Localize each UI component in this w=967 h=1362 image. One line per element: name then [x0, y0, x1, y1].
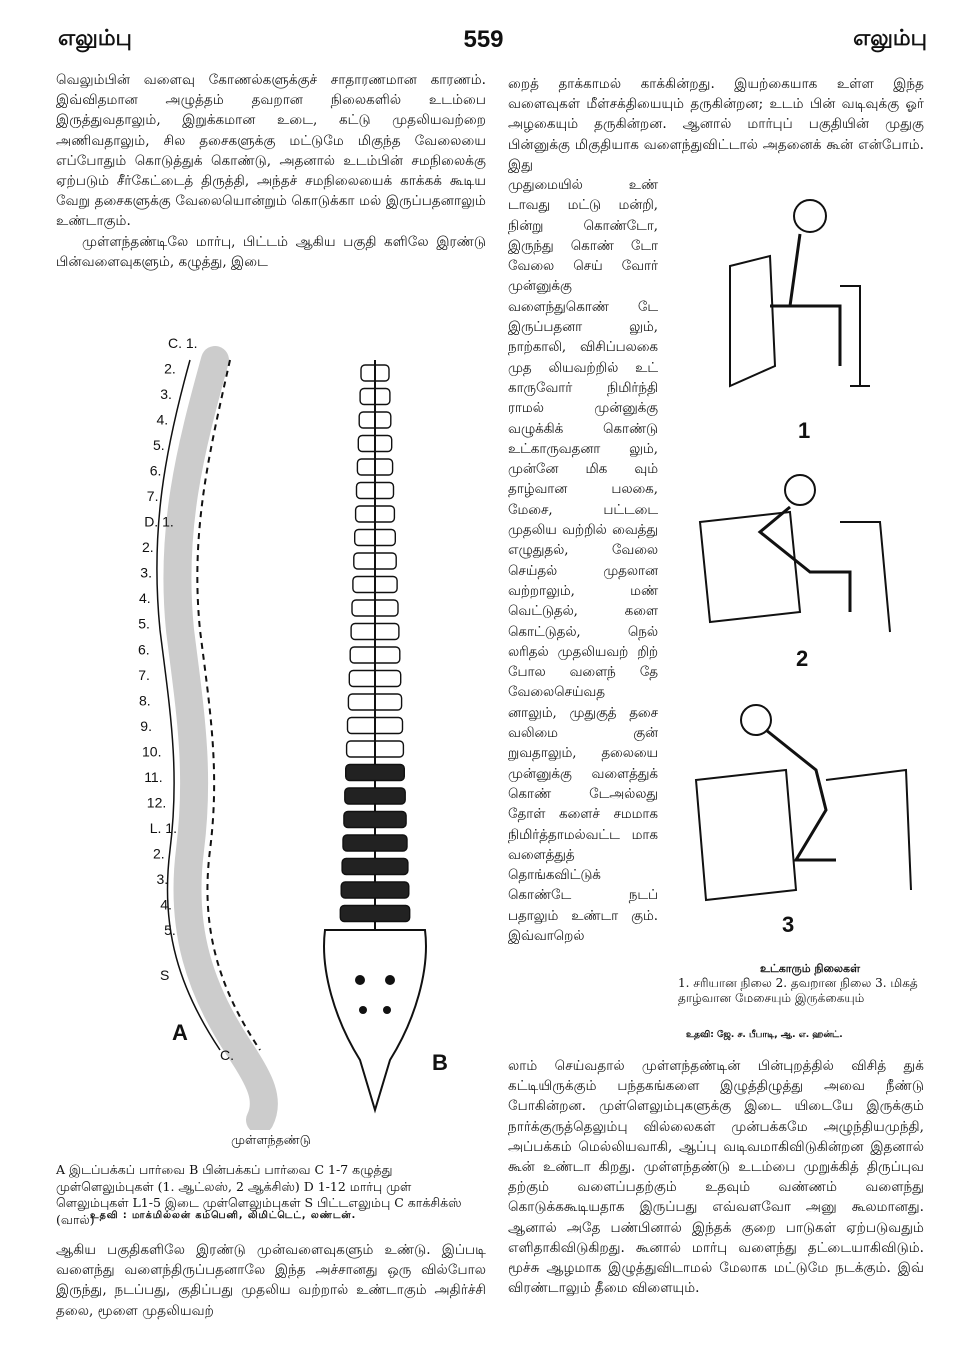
posture-illustration-2: [680, 462, 920, 674]
vertebra-label: D. 1.: [144, 513, 174, 530]
vertebra-label: 4.: [160, 896, 172, 913]
view-a-label: A: [172, 1020, 188, 1045]
paragraph: றைத் தாக்காமல் காக்கின்றது. இயற்கையாக உள்ள இந்த வளைவுகள் மீள்சக்தியையும் தருகின்றன; உடம் பின் வடிவுக்கு ஓர் அழகையும் தருகின்றன. ஆனால் மார்புப் பகுதியின் முதுகு பின்னுக்கு மிகுதியாக வளைந்துவிட்டால் அதனைக் கூன் என்போம். இது: [508, 76, 924, 173]
posture-number-3: 3: [782, 912, 795, 937]
vertebra-label: 2.: [164, 360, 176, 377]
vertebra-label: 4.: [139, 590, 151, 607]
left-column-bottom: [56, 1240, 486, 1321]
vertebra-label: 7.: [146, 488, 159, 505]
posture-illustration-3: [676, 690, 926, 940]
middle-column-top: [508, 74, 924, 175]
page-number: 559: [463, 26, 504, 53]
vertebra-label: 2.: [153, 845, 165, 862]
vertebra-label: 5.: [138, 615, 150, 632]
vertebra-label: 3.: [156, 870, 169, 887]
vertebra-label: 3.: [140, 564, 152, 581]
vertebra-label: 12.: [146, 794, 167, 811]
running-head-right: எலும்பு: [853, 26, 927, 51]
vertebra: [343, 835, 407, 851]
posture-number-1: 1: [798, 418, 811, 443]
narrow-column: [508, 176, 658, 947]
spine-figure-caption: A இடப்பக்கப் பார்வை B பின்பக்கப் பார்வை C 1-7 கழுத்து முள்ளெலும்புகள் (1. ஆட்லஸ், 2 ஆக்சிஸ்) D 1-12 மார்பு முள் ளெலும்புகள் L1-5 இடை முள்ளெலும்புகள் S பிட்டஎலும்பு C காக்சிக்ஸ் (வால்): [56, 1162, 462, 1227]
spine-back-view: [324, 360, 426, 1110]
sacrum-label: S: [160, 967, 170, 983]
vertebra-label: 6.: [149, 462, 162, 479]
vertebra: [340, 906, 409, 922]
running-head-left: எலும்பு: [58, 26, 132, 51]
paragraph: ஆகிய பகுதிகளிலே இரண்டு முன்வளைவுகளும் உண்டு. இப்படி வளைந்து வளைந்திருப்பதனாலே இந்த அச்சானது ஒரு வில்போல இருந்து, நடப்பது, குதிப்பது முதலிய வற்றால் உண்டாகும் அதிர்ச்சி தலை, மூளை முதலியவற்: [56, 1242, 486, 1319]
vertebra: [344, 812, 406, 828]
posture-figure-credit: உதவி: ஜே. ச. பீபாடி, ஆ. எ. ஹன்ட்.: [686, 1030, 843, 1040]
vertebra-label: 5.: [164, 922, 176, 938]
spine-illustration: [120, 330, 500, 1130]
paragraph: லாம் செய்வதால் முள்ளந்தண்டின் பின்புறத்தில் விசித் துக் கட்டியிருக்கும் பந்தகங்களை இழுத்திழுத்து அவை நீண்டு போகின்றன. முள்ளெலும்புகளுக்கு இடை யிடையே இருக்கும் நார்க்குருத்தெலும்பு வில்லைகள் முன்பக்கமே அழுந்தியமுந்தி, அப்பக்கம் மெல்லியவாகி, ஆப்பு வடிவமாகிவிடுகின்றன இதனால் கூன் உண்டா கிறது. முள்ளந்தண்டு உடம்பை முறுக்கித் திருப்புவ தற்கும் வளைப்பதற்கும் உதவும் வண்ணம் வளைந்து கொடுக்ககூடியதாக இருப்பது எவ்வளவோ அனு கூலமானது. ஆனால் அதே பண்பினால் இந்தக் குறை பாடுகள் ஏற்படுவதும் எளிதாகிவிடுகிறது. கூனால் மார்பு வளைந்து தட்டையாகிவிடும். மூச்சு ஆழமாக இழுத்துவிடாமல் மேலாக மட்டுமே நடக்கும். இவ் விரண்டாலும் தீமை விளையும்.: [508, 1058, 924, 1297]
left-column-top: [56, 70, 486, 272]
right-column-bottom: [508, 1056, 924, 1298]
vertebra-label: 7.: [138, 666, 150, 683]
spine-side-view: [157, 360, 264, 1120]
vertebra-label: 10.: [142, 743, 162, 760]
vertebra-label: 3.: [160, 386, 172, 403]
vertebra-label: 11.: [144, 768, 163, 785]
vertebra-label: 9.: [140, 717, 152, 734]
spine-figure-title: முள்ளந்தண்டு: [231, 1132, 311, 1147]
vertebra-label: 5.: [153, 437, 165, 454]
vertebra: [341, 882, 409, 898]
posture-illustration-1: [690, 186, 910, 446]
paragraph: முள்ளந்தண்டிலே மார்பு, பிட்டம் ஆகிய பகுதி களிலே இரண்டு பின்வளைவுகளும், கழுத்து, இடை: [56, 233, 486, 270]
posture-figure-title: உட்காரும் நிலைகள்: [759, 962, 860, 975]
vertebra-label: 2.: [142, 539, 154, 556]
vertebra: [346, 765, 405, 781]
vertebra-label: 8.: [139, 692, 151, 709]
vertebra: [342, 859, 408, 875]
coccyx-label: C.: [220, 1047, 234, 1063]
spine-figure-credit: உதவி : மாக்மில்லன் கம்பெனி, லிமிட்டெட், லண்டன்.: [90, 1210, 357, 1221]
paragraph: முதுமையில் உண் டாவது மட்டு மன்றி, நின்று கொண்டோ, இருந்து கொண் டோ வேலை செய் வோர் முன்னுக்கு வளைந்துகொண் டே இருப்பதனா லும், நாற்காலி, விசிப்பலகை முத லியவற்றில் உட் காருவோர் நிமிர்ந்தி ராமல் முன்னுக்கு வழுக்கிக் கொண்டு உட்காருவதனா லும், முன்னே மிக வும் தாழ்வான பலகை, மேசை, பட்டடை முதலிய வற்றில் வைத்து எழுதுதல், வேலை செய்தல் முதலான வற்றாலும், மண் வெட்டுதல், களை கொட்டுதல், நெல் லரிதல் முதலியவற் றிற் போல வளைந் தே வேலைசெய்வத னாலும், முதுகுத் தசை வலிமை குன் றுவதாலும், தலையை முன்னுக்கு வளைத்துக் கொண் டேஅல்லது தோள் களைச் சமமாக நிமிர்த்தாமல்வட்ட மாக வளைத்துத் தொங்கவிட்டுக் கொண்டே நடப் பதாலும் உண்டா கும். இவ்வாறெல்: [508, 178, 658, 944]
vertebra-label: 6.: [138, 641, 150, 658]
view-b-label: B: [432, 1050, 448, 1075]
vertebra-label: L. 1.: [149, 819, 177, 836]
posture-number-2: 2: [796, 646, 809, 671]
vertebra-label: 4.: [156, 411, 169, 428]
vertebra: [345, 788, 405, 804]
posture-figure-caption: 1. சரியான நிலை 2. தவறான நிலை 3. மிகத் தாழ்வான மேசையும் இருக்கையும்: [678, 976, 918, 1005]
vertebra-label: C. 1.: [168, 335, 198, 351]
paragraph: வெலும்பின் வளைவு கோணல்களுக்குச் சாதாரணமான காரணம். இவ்விதமான அழுத்தம் தவறான நிலைகளில் உடம்பை இருத்துவதாலும், இறுக்கமான உடை, கட்டு முதலியவற்றை அணிவதாலும், சில தசைகளுக்கு மட்டுமே மிகுந்த வேலையை எப்போதும் கொடுத்துக் கொண்டு, அதனால் உடம்பின் சமநிலைக்கு ஏற்படும் சீர்கேட்டைத் திருத்தி, அந்தச் சமநிலையைக் காக்கக் கூடிய வேறு தசைகளுக்கு வேலையொன்றும் கொடுக்கா மல் இருப்பதனாலும் உண்டாகும்.: [56, 72, 486, 230]
